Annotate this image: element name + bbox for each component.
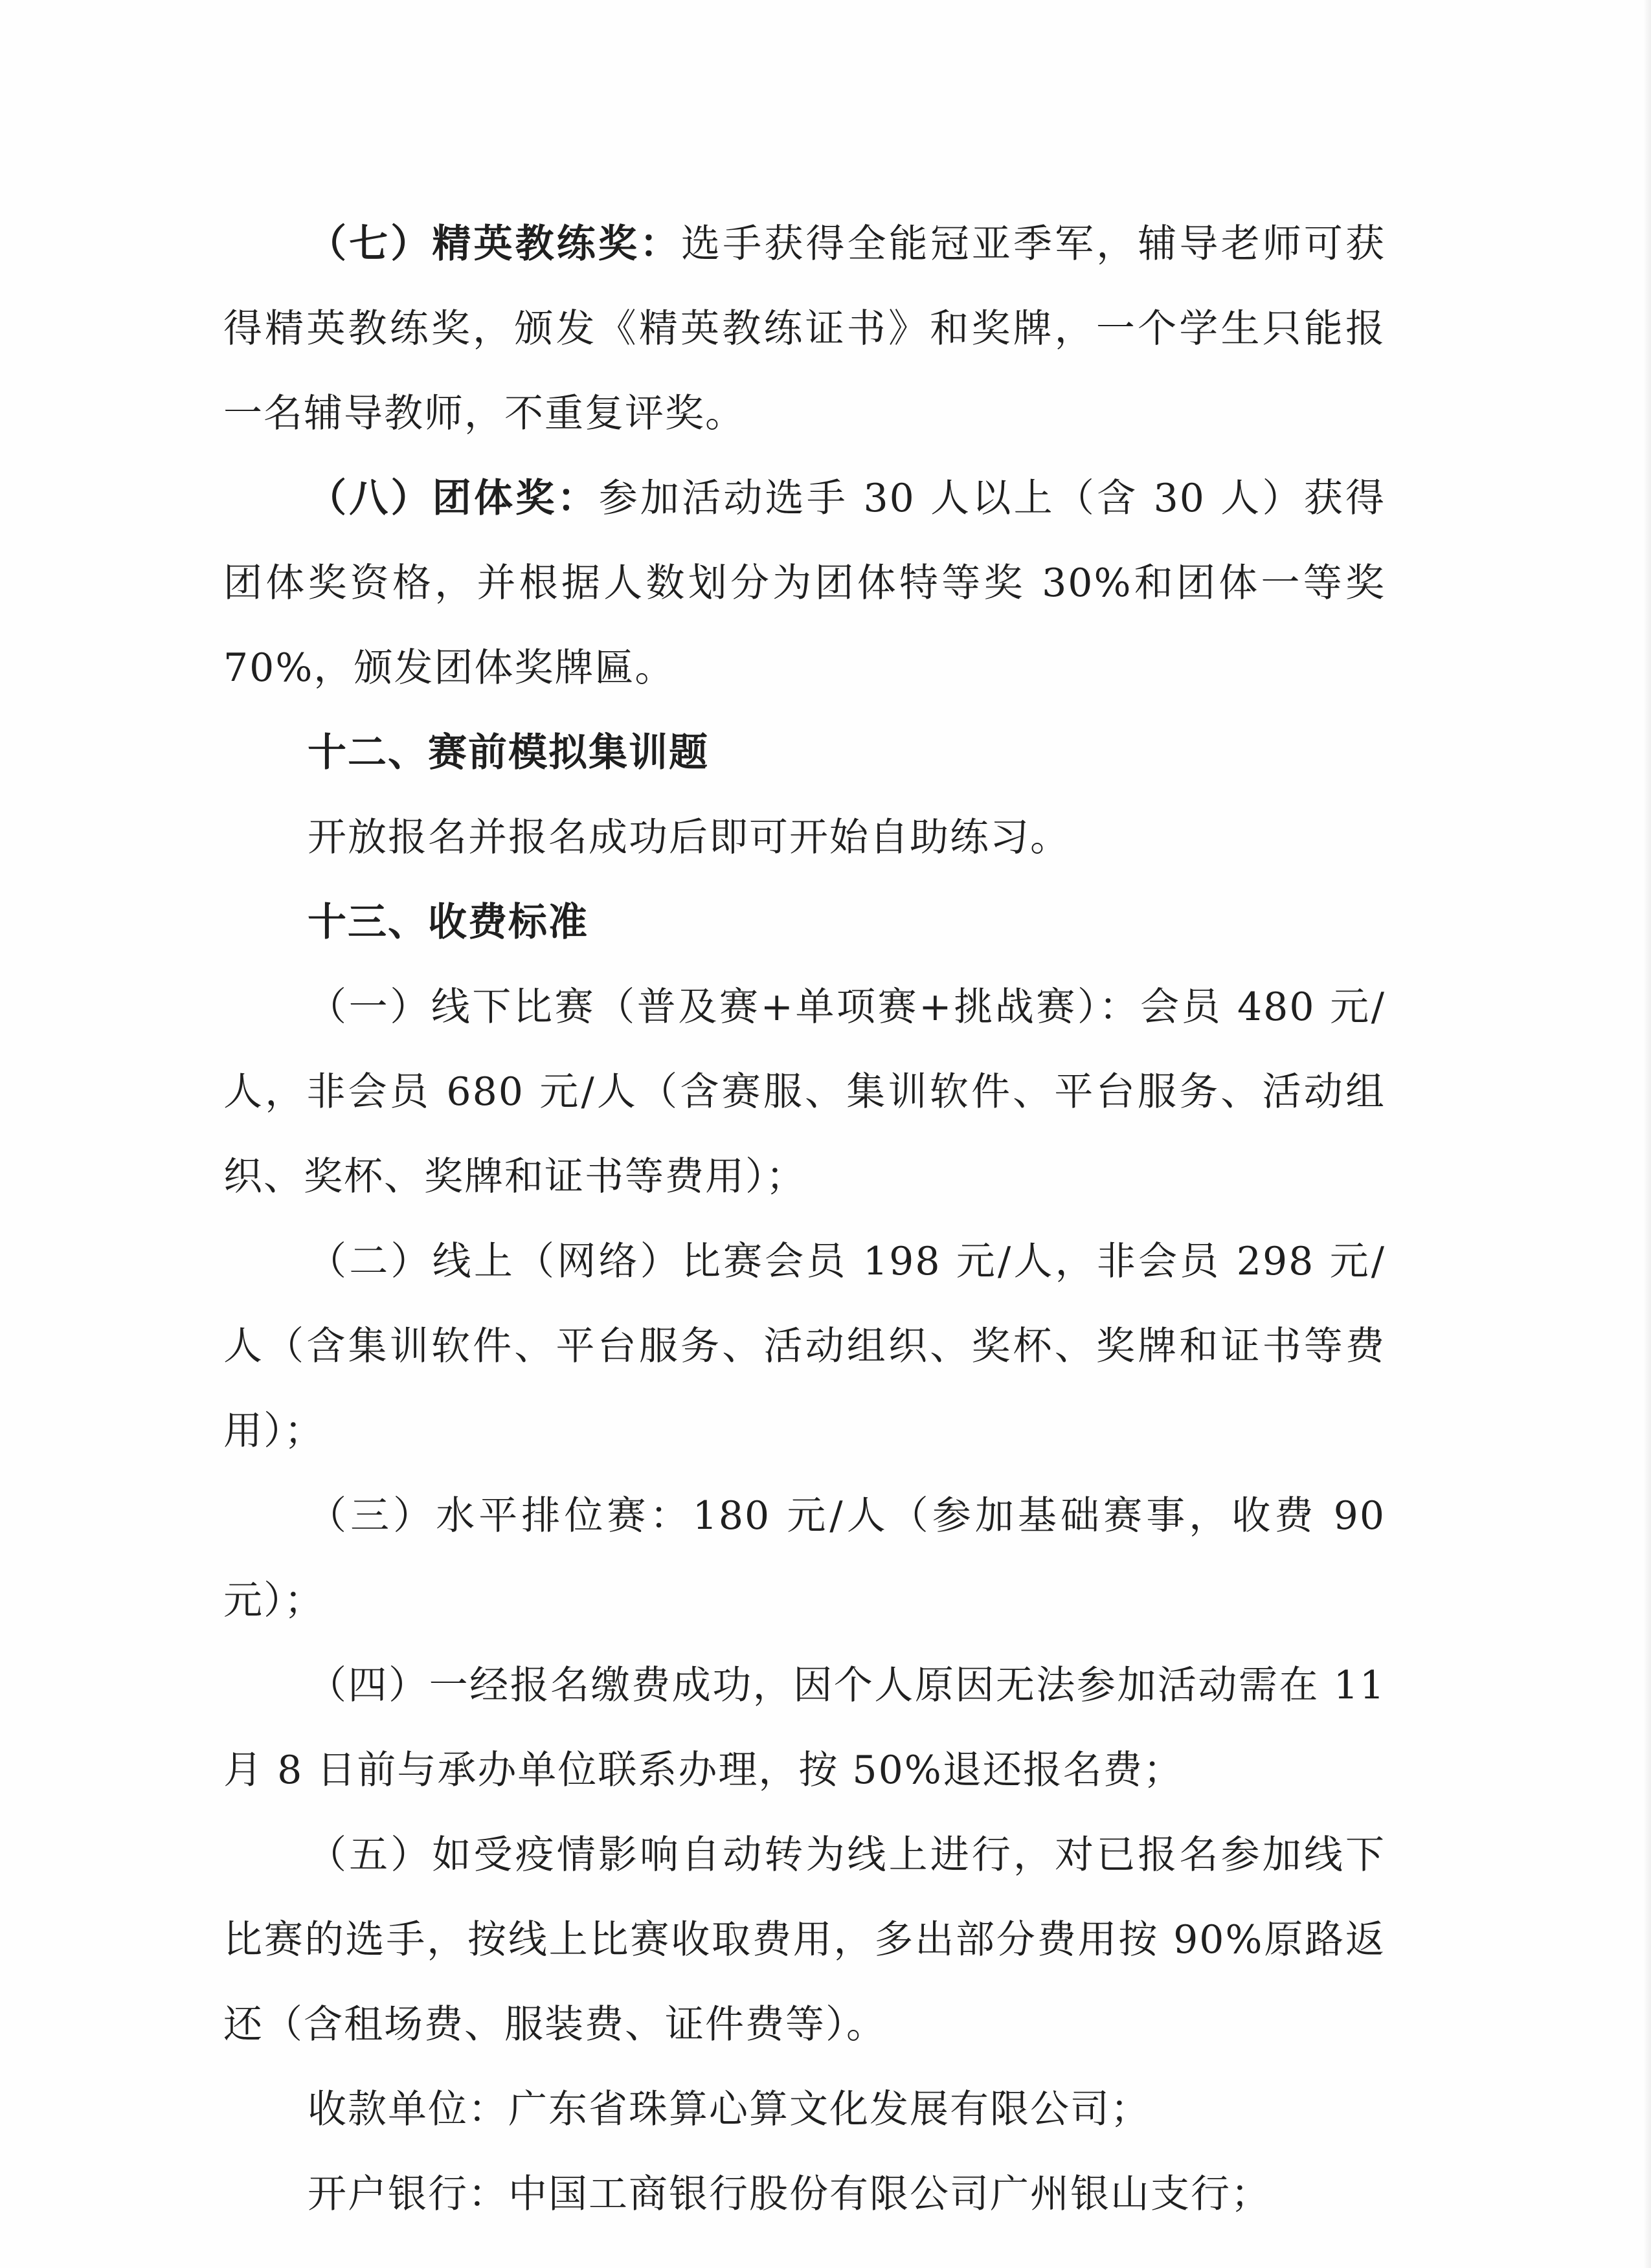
paragraph-label: （七）精英教练奖：: [308, 221, 682, 267]
section-heading-13: 十三、收费标准: [308, 900, 589, 945]
document-body: [223, 202, 1386, 2237]
fee-item-3: （三）水平排位赛：180 元/人（参加基础赛事，收费 90 元）；: [223, 1493, 1386, 1623]
paragraph-label: （八）团体奖：: [308, 476, 599, 521]
paragraph-text: 参加活动选手 30 人以上（含 30 人）获得团体奖资格，并根据人数划分为团体特等奖 30%和团体一等奖 70%，颁发团体奖牌匾。: [223, 476, 1386, 691]
bank-line: 开户银行：中国工商银行股份有限公司广州银山支行；: [308, 2172, 1271, 2217]
fee-item-4: （四）一经报名缴费成功，因个人原因无法参加活动需在 11 月 8 日前与承办单位联系办理，按 50%退还报名费；: [223, 1663, 1386, 1793]
paragraph-text: 选手获得全能冠亚季军，辅导老师可获得精英教练奖，颁发《精英教练证书》和奖牌，一个学生只能报一名辅导教师，不重复评奖。: [223, 221, 1386, 436]
fee-item-2: （二）线上（网络）比赛会员 198 元/人，非会员 298 元/人（含集训软件、平台服务、活动组织、奖杯、奖牌和证书等费用）；: [223, 1239, 1386, 1454]
paragraph-team-award: [223, 456, 1386, 711]
paragraph-elite-coach-award: [223, 202, 1386, 456]
fee-item-1: （一）线下比赛（普及赛+单项赛+挑战赛）：会员 480 元/人，非会员 680 元/人（含赛服、集训软件、平台服务、活动组织、奖杯、奖牌和证书等费用）；: [223, 984, 1386, 1199]
section-12-text: 开放报名并报名成功后即可开始自助练习。: [308, 815, 1070, 860]
payee-line: 收款单位：广东省珠算心算文化发展有限公司；: [308, 2087, 1151, 2132]
section-heading-12: 十二、赛前模拟集训题: [308, 730, 709, 775]
scan-edge-shadow: [1643, 0, 1651, 2268]
fee-item-5: （五）如受疫情影响自动转为线上进行，对已报名参加线下比赛的选手，按线上比赛收取费用，多出部分费用按 90%原路返还（含租场费、服装费、证件费等）。: [223, 1832, 1386, 2047]
